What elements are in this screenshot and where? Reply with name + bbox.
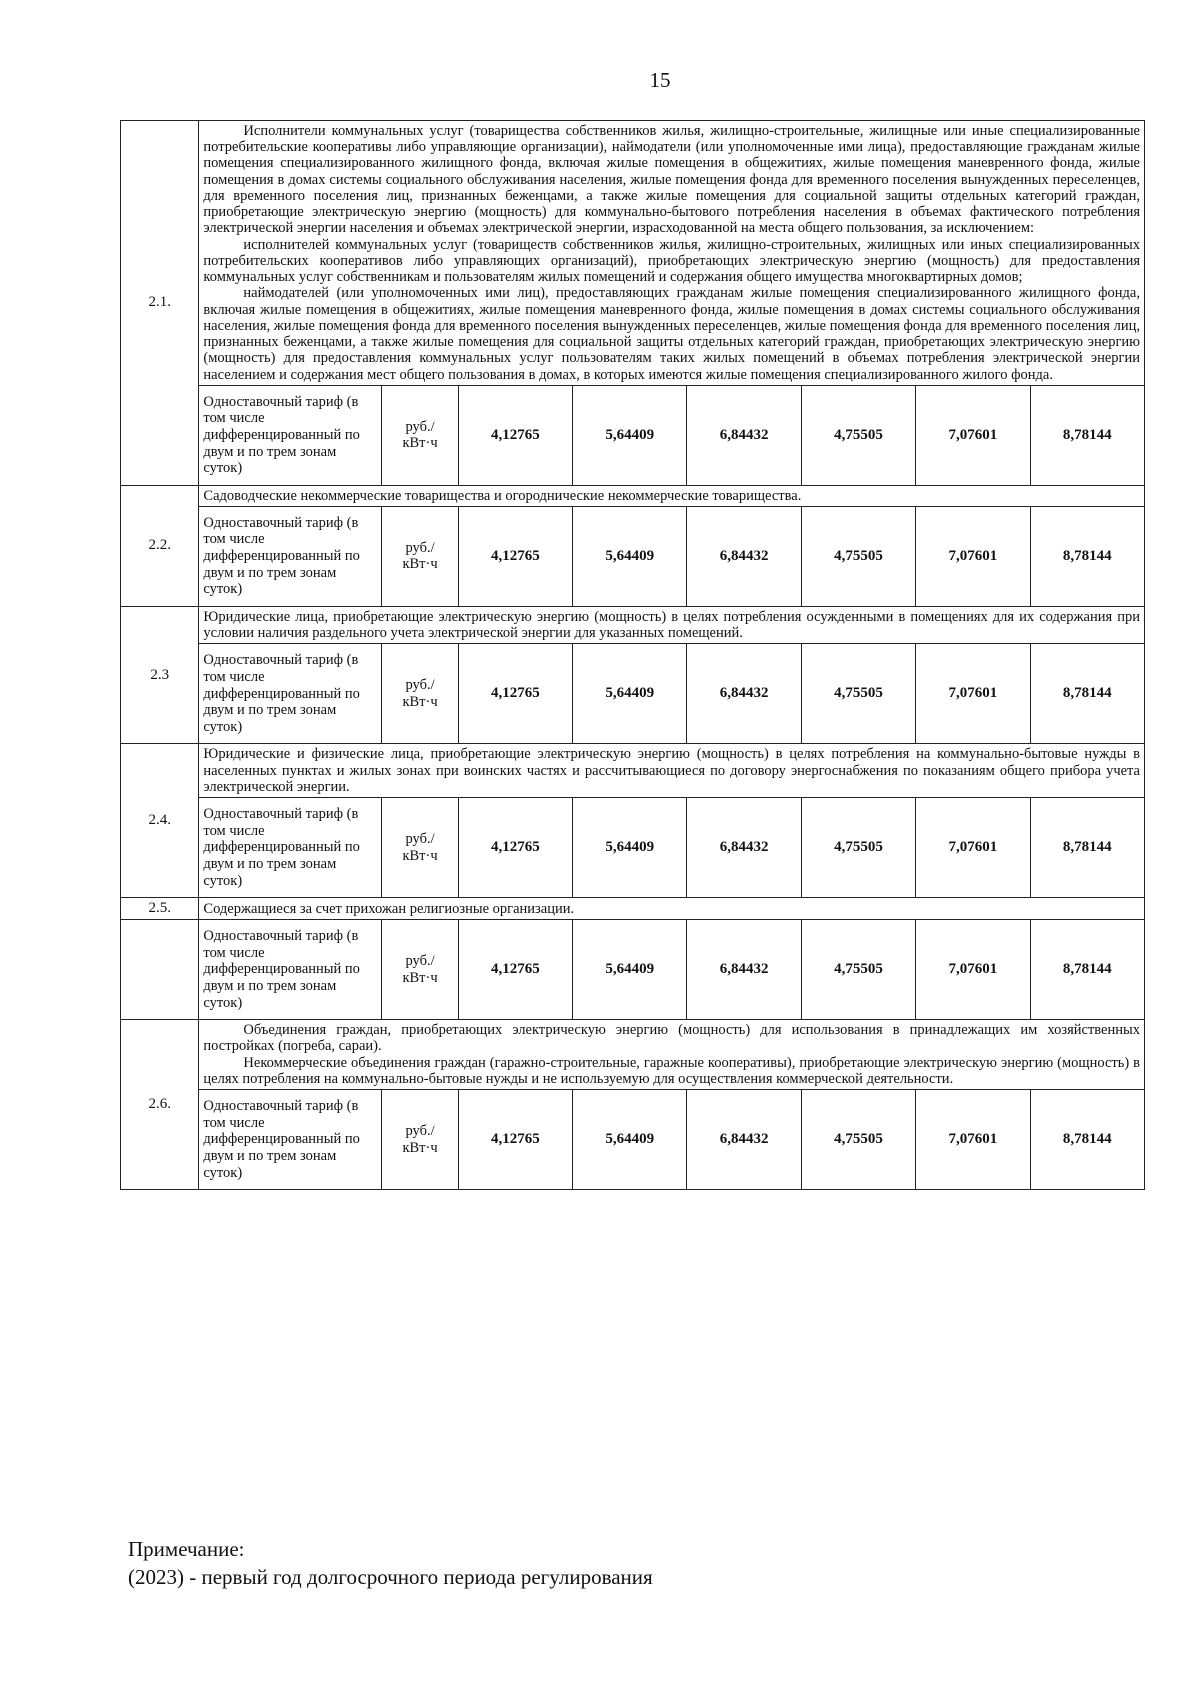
tariff-value: 4,12765 <box>458 385 572 485</box>
tariff-value: 4,75505 <box>801 920 915 1020</box>
section-paragraph: Некоммерческие объединения граждан (гаражно-строительные, гаражные кооперативы), приобретающие электрическую энергию (мощность) в целях потребления на коммунально-бытовые нужды и не используемую для осуществления коммерческой деятельности. <box>203 1054 1140 1087</box>
section-paragraph: Исполнители коммунальных услуг (товарищества собственников жилья, жилищно-строительные, жилищные или иные специализированные потребительские кооперативы либо управляющие организации), наймодатели (или уполномоченные ими лица), предоставляющие гражданам жилые помещения специализированного жилищного фонда, включая жилые помещения в общежитиях, жилые помещения маневренного фонда, жилые помещения в домах системы социального обслуживания населения, жилые помещения фонда для временного поселения вынужденных переселенцев, для временного поселения лиц, признанных беженцами, а также жилые помещения для социальной защиты отдельных категорий граждан, приобретающие электрическую энергию (мощность) для коммунально-бытового потребления населения в объемах фактического потребления электрической энергии населения и объемах электрической энергии, израсходованной на места общего пользования, за исключением: <box>203 123 1140 237</box>
tariff-value: 8,78144 <box>1030 920 1144 1020</box>
section-description <box>199 485 1145 506</box>
tariff-value: 4,12765 <box>458 920 572 1020</box>
tariff-unit: руб./ кВт·ч <box>382 644 458 744</box>
tariff-value: 4,12765 <box>458 1090 572 1190</box>
section-paragraph: Содержащиеся за счет прихожан религиозные организации. <box>203 900 575 917</box>
tariff-value: 4,75505 <box>801 644 915 744</box>
tariff-value: 7,07601 <box>916 385 1030 485</box>
tariff-row <box>121 920 1145 1020</box>
tariff-value: 7,07601 <box>916 920 1030 1020</box>
section-paragraph: Объединения граждан, приобретающих электрическую энергию (мощность) для использования в принадлежащих им хозяйственных постройках (погреба, сараи). <box>203 1022 1140 1055</box>
tariff-value: 5,64409 <box>573 1090 687 1190</box>
tariff-row <box>121 1090 1145 1190</box>
note-text: (2023) - первый год долгосрочного периода регулирования <box>128 1565 653 1590</box>
tariff-value: 4,75505 <box>801 798 915 898</box>
tariff-value: 4,12765 <box>458 506 572 606</box>
tariff-row <box>121 644 1145 744</box>
tariff-value: 6,84432 <box>687 920 801 1020</box>
tariff-table <box>120 120 1145 1190</box>
tariff-value: 4,75505 <box>801 1090 915 1190</box>
tariff-unit: руб./ кВт·ч <box>382 1090 458 1190</box>
tariff-label: Одноставочный тариф (в том числе дифференцированный по двум и по трем зонам суток) <box>199 798 382 898</box>
tariff-row <box>121 798 1145 898</box>
tariff-value: 4,12765 <box>458 644 572 744</box>
tariff-value: 4,75505 <box>801 506 915 606</box>
section-description <box>199 898 1145 920</box>
section-number: 2.1. <box>121 121 199 486</box>
tariff-value: 5,64409 <box>573 920 687 1020</box>
tariff-label: Одноставочный тариф (в том числе дифференцированный по двум и по трем зонам суток) <box>199 920 382 1020</box>
section-paragraph: наймодателей (или уполномоченных ими лиц), предоставляющих гражданам жилые помещения специализированного жилищного фонда, включая жилые помещения в общежитиях, жилые помещения маневренного фонда, жилые помещения в домах системы социального обслуживания населения, жилые помещения фонда для временного поселения вынужденных переселенцев, жилые помещения фонда для временного поселения лиц, признанных беженцами, а также жилые помещения для социальной защиты отдельных категорий граждан, приобретающих электрическую энергию (мощность) для предоставления коммунальных услуг пользователям таких жилых помещений в объемах потребления электрической энергии населением и содержания мест общего пользования в домах, в которых имеются жилые помещения специализированного жилого фонда. <box>203 285 1140 383</box>
tariff-value: 6,84432 <box>687 385 801 485</box>
tariff-value: 6,84432 <box>687 644 801 744</box>
tariff-value: 8,78144 <box>1030 798 1144 898</box>
tariff-value: 5,64409 <box>573 644 687 744</box>
section-number-empty <box>121 920 199 1020</box>
tariff-value: 7,07601 <box>916 1090 1030 1190</box>
tariff-value: 4,75505 <box>801 385 915 485</box>
tariff-value: 8,78144 <box>1030 1090 1144 1190</box>
section-description <box>199 1020 1145 1090</box>
tariff-label: Одноставочный тариф (в том числе дифференцированный по двум и по трем зонам суток) <box>199 385 382 485</box>
section-number: 2.2. <box>121 485 199 606</box>
section-number: 2.5. <box>121 898 199 920</box>
tariff-value: 7,07601 <box>916 644 1030 744</box>
tariff-value: 5,64409 <box>573 506 687 606</box>
page-number: 15 <box>649 68 671 92</box>
tariff-value: 7,07601 <box>916 506 1030 606</box>
section-number: 2.4. <box>121 744 199 898</box>
tariff-value: 8,78144 <box>1030 385 1144 485</box>
tariff-label: Одноставочный тариф (в том числе дифференцированный по двум и по трем зонам суток) <box>199 1090 382 1190</box>
tariff-value: 8,78144 <box>1030 506 1144 606</box>
section-paragraph: исполнителей коммунальных услуг (товариществ собственников жилья, жилищно-строительных, жилищных или иных специализированных потребительских кооперативов либо управляющих организаций), приобретающих электрическую энергию (мощность) для предоставления коммунальных услуг собственникам и пользователям жилых помещений и содержания общего имущества многоквартирных домов; <box>203 236 1140 286</box>
tariff-row <box>121 385 1145 485</box>
note <box>128 1535 653 1592</box>
note-title: Примечание: <box>128 1537 245 1561</box>
section-description <box>199 606 1145 643</box>
tariff-label: Одноставочный тариф (в том числе дифференцированный по двум и по трем зонам суток) <box>199 506 382 606</box>
tariff-unit: руб./ кВт·ч <box>382 385 458 485</box>
tariff-unit: руб./ кВт·ч <box>382 506 458 606</box>
section-paragraph: Юридические и физические лица, приобретающие электрическую энергию (мощность) в целях потребления на коммунально-бытовые нужды в населенных пунктах и жилых зонах при воинских частях и рассчитывающиеся по договору энергоснабжения по показаниям общего прибора учета электрической энергии. <box>203 746 1140 795</box>
tariff-value: 5,64409 <box>573 798 687 898</box>
section-number: 2.3 <box>121 606 199 743</box>
tariff-unit: руб./ кВт·ч <box>382 798 458 898</box>
tariff-value: 6,84432 <box>687 506 801 606</box>
tariff-value: 6,84432 <box>687 798 801 898</box>
section-description <box>199 744 1145 798</box>
tariff-label: Одноставочный тариф (в том числе дифференцированный по двум и по трем зонам суток) <box>199 644 382 744</box>
section-number: 2.6. <box>121 1020 199 1190</box>
tariff-row <box>121 506 1145 606</box>
tariff-value: 4,12765 <box>458 798 572 898</box>
tariff-unit: руб./ кВт·ч <box>382 920 458 1020</box>
tariff-value: 8,78144 <box>1030 644 1144 744</box>
section-paragraph: Садоводческие некоммерческие товарищества и огороднические некоммерческие товарищества. <box>203 487 802 504</box>
section-description <box>199 121 1145 386</box>
tariff-value: 5,64409 <box>573 385 687 485</box>
tariff-value: 6,84432 <box>687 1090 801 1190</box>
section-paragraph: Юридические лица, приобретающие электрическую энергию (мощность) в целях потребления осужденными в помещениях для их содержания при условии наличия раздельного учета электрической энергии для указанных помещений. <box>203 608 1140 642</box>
tariff-value: 7,07601 <box>916 798 1030 898</box>
